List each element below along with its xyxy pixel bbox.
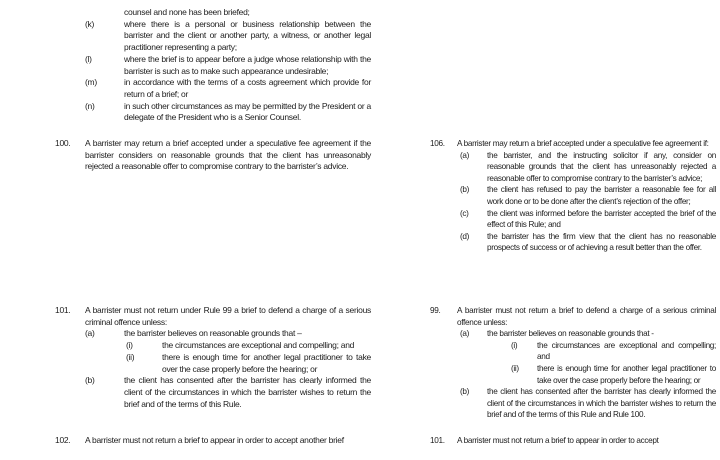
subitem-l [85, 54, 371, 77]
rule-106-sub-d-label: (d) [460, 231, 470, 241]
rule-fragment [55, 7, 371, 124]
rule-102-number: 102. [55, 435, 71, 445]
subitem-m-text: in accordance with the terms of a costs agreement which provide for return of a brief; or [124, 77, 371, 99]
rule-99-sub-a-i [487, 340, 716, 363]
rule-101-left-sub-a-ii [124, 352, 371, 375]
left-fragment-block [55, 7, 371, 124]
rule-106 [430, 138, 716, 254]
rule-item-106 [430, 138, 716, 254]
rule-106-sub-b-label: (b) [460, 185, 470, 195]
rule-99-intro: A barrister must not return a brief to defend a charge of a serious criminal offence unless: [457, 306, 716, 327]
rule-101-left-sub-a [85, 328, 371, 375]
fragment-continuation-text: counsel and none has been briefed; [124, 7, 250, 17]
subitem-l-text: where the brief is to appear before a judge whose relationship with the barrister is such as to make such appearance undesirable; [124, 53, 371, 76]
rule-102 [55, 435, 371, 447]
rule-101-left-sub-a-ii-label: (ii) [126, 351, 135, 362]
rule-99-sub-b-text: the client has consented after the barrister has clearly informed the client of the circumstances in which the barrister wishes to return the brief and of the terms of this Rule and Rule 100. [487, 387, 716, 420]
rule-106-sub-a-label: (a) [460, 150, 470, 160]
rule-101-left-sub-a-text: the barrister believes on reasonable grounds that – [124, 328, 302, 339]
rule-101-right [430, 435, 716, 447]
rule-106-sub-d [457, 231, 716, 254]
rule-99-sub-a [457, 328, 716, 386]
subitem-l-label: (l) [85, 53, 92, 64]
fragment-continuation [85, 7, 371, 19]
rule-99 [430, 305, 716, 421]
rule-106-sub-a-text: the barrister, and the instructing solicitor if any, consider on reasonable grounds that the client has unreasonably rejected a reasonable offer to compromise contrary to the barrister’s advice; [487, 150, 716, 183]
rule-106-sub-d-text: the barrister has the firm view that the client has no reasonable prospects of success or of achieving a result better than the offer. [487, 231, 716, 253]
subitem-k-label: (k) [85, 18, 95, 29]
rule-99-sub-a-i-text: the circumstances are exceptional and compelling; and [537, 340, 716, 362]
rule-100-number: 100. [55, 138, 71, 148]
rule-106-sub-c [457, 208, 716, 231]
rule-106-sub-b-text: the client has refused to pay the barrister a reasonable fee for all work done or to be done after the client’s rejection of the offer; [487, 185, 716, 206]
rule-106-sub-c-text: the client was informed before the barrister accepted the brief of the effect of this Rule; and [487, 208, 716, 230]
rule-item-101-left [55, 305, 371, 410]
rule-99-sub-a-text: the barrister believes on reasonable grounds that - [487, 329, 654, 339]
rule-106-sub-b [457, 184, 716, 207]
rule-item-101-right [430, 435, 716, 447]
rule-101-left-sub-a-ii-text: there is enough time for another legal practitioner to take over the case properly before the hearing; or [162, 351, 371, 374]
rule-106-sub-a [457, 150, 716, 185]
rule-101-left-sub-b [85, 375, 371, 410]
rule-101-left-sub-b-label: (b) [85, 375, 95, 386]
rule-101-left-sub-b-text: the client has consented after the barrister has clearly informed the client of the circumstances in which the barrister wishes to return the brief and of the terms of this Rule. [124, 375, 371, 409]
rule-101-left [55, 305, 371, 410]
rule-101-right-text: A barrister must not return a brief to appear in order to accept [457, 436, 659, 445]
subitem-n-text: in such other circumstances as may be permitted by the President or a delegate of the President who is a Senior Counsel. [124, 100, 371, 123]
rule-99-sub-a-ii-text: there is enough time for another legal practitioner to take over the case properly before the hearing; or [537, 363, 716, 385]
rule-100-text: A barrister may return a brief accepted under a speculative fee agreement if the barrister considers on reasonable grounds that the client has unreasonably rejected a reasonable offer to compromise contrary to the barrister’s advice. [85, 138, 371, 172]
rule-101-left-sub-a-label: (a) [85, 328, 95, 339]
subitem-k [85, 19, 371, 54]
rule-101-right-number: 101. [430, 436, 445, 445]
rule-99-sub-a-label: (a) [460, 329, 470, 339]
rule-99-sub-b-label: (b) [460, 387, 470, 397]
rule-99-sub-b [457, 386, 716, 421]
rule-99-sub-a-i-label: (i) [511, 340, 518, 350]
rule-101-left-sub-a-i-text: the circumstances are exceptional and compelling; and [162, 340, 355, 351]
subitem-n-label: (n) [85, 100, 95, 111]
rule-99-sub-a-ii-label: (ii) [511, 363, 519, 373]
rule-106-intro: A barrister may return a brief accepted under a speculative fee agreement if: [457, 139, 709, 148]
rule-106-number: 106. [430, 139, 445, 148]
rule-99-sub-a-ii [487, 363, 716, 386]
rule-item-100 [55, 138, 371, 173]
subitem-m [85, 77, 371, 100]
rule-101-left-intro: A barrister must not return under Rule 99 a brief to defend a charge of a serious criminal offence unless: [85, 305, 371, 327]
rule-item-102 [55, 435, 371, 447]
subitem-k-text: where there is a personal or business relationship between the barrister and the client or another party, a witness, or another legal practitioner representing a party; [124, 18, 371, 53]
rule-99-number: 99. [430, 306, 441, 315]
rule-101-left-sub-a-i [124, 340, 371, 352]
subitem-n [85, 101, 371, 124]
rule-101-left-sub-a-i-label: (i) [126, 340, 133, 351]
rule-101-left-number: 101. [55, 305, 71, 315]
rule-100 [55, 138, 371, 173]
subitem-m-label: (m) [85, 77, 97, 88]
rule-102-text: A barrister must not return a brief to appear in order to accept another brief [85, 435, 344, 445]
rule-106-sub-c-label: (c) [460, 208, 469, 218]
rule-item-99 [430, 305, 716, 421]
